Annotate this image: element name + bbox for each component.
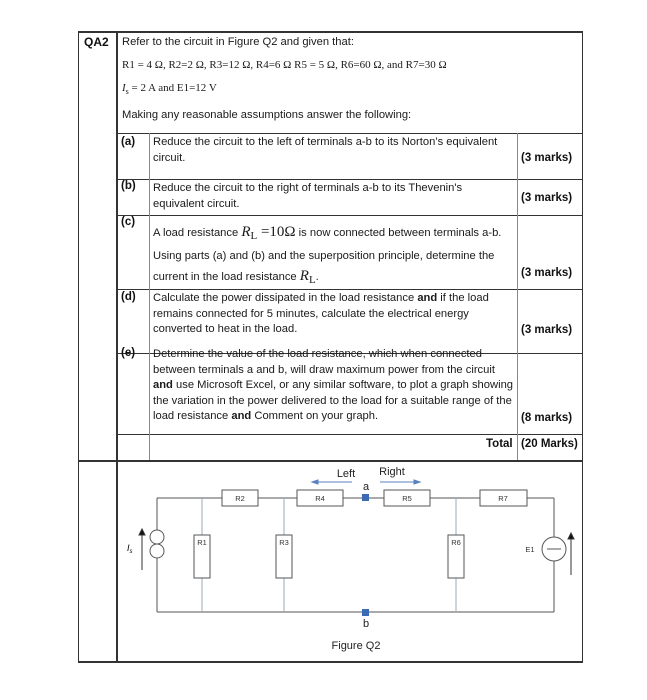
- label-r6: R6: [451, 538, 461, 547]
- part-a-label: (a): [121, 136, 136, 148]
- intro-text: Refer to the circuit in Figure Q2 and given that:: [122, 36, 354, 48]
- wires: [157, 498, 554, 612]
- question-id: QA2: [84, 35, 109, 49]
- label-a: a: [362, 481, 370, 493]
- part-b-marks: (3 marks): [521, 192, 573, 204]
- part-d-label: (d): [121, 291, 136, 303]
- part-b-label: (b): [121, 180, 136, 192]
- label-r3: R3: [279, 538, 289, 547]
- label-is: $I_s$: [127, 543, 133, 555]
- part-c-text: A load resistance $R_L =10\Omega$ is now connected between terminals a-b. Using parts (a) and (b) and the superposition principle, determine the current in the load resistance $R_L$.: [153, 224, 502, 287]
- label-r2: R2: [235, 494, 245, 503]
- label-r5: R5: [402, 494, 412, 503]
- current-source-icon: [150, 530, 164, 544]
- figure-caption: Figure Q2: [331, 640, 381, 652]
- part-a-text: Reduce the circuit to the left of terminals a-b to its Norton’s equivalent circuit.: [153, 136, 498, 164]
- terminal-a: [362, 494, 369, 501]
- instruction-text: Making any reasonable assumptions answer the following:: [122, 109, 412, 121]
- total-label: Total: [486, 438, 513, 450]
- label-right: Right: [379, 466, 405, 478]
- part-b-text: Reduce the circuit to the right of terminals a-b to its Thevenin's equivalent circuit.: [153, 182, 463, 210]
- terminal-b: [362, 609, 369, 616]
- total-marks: (20 Marks): [521, 438, 578, 450]
- given-resistors: R1 = 4 Ω, R2=2 Ω, R3=12 Ω, R4=6 Ω R5 = 5 Ω, R6=60 Ω, and R7=30 Ω: [122, 59, 447, 71]
- label-b: b: [362, 618, 370, 630]
- label-r1: R1: [197, 538, 207, 547]
- label-r4: R4: [315, 494, 325, 503]
- given-sources: $I_s = 2$ A and E1=12 V: [122, 82, 217, 97]
- part-d-marks: (3 marks): [521, 324, 573, 336]
- part-c-label: (c): [121, 216, 136, 228]
- part-d-text: Calculate the power dissipated in the load resistance and if the load remains connected for 5 minutes, calculate the electrical energy converted to heat in the load.: [153, 292, 489, 335]
- part-e-text: Determine the value of the load resistance, which when connected between terminals a and b, will draw maximum power from the circuit and use Microsoft Excel, or any similar software, to plot a graph showing the variation in the power delivered to the load for a suitable range of the load resistance and Comment on your graph.: [153, 348, 514, 422]
- label-r7: R7: [498, 494, 508, 503]
- part-e-label: (e): [121, 347, 136, 359]
- part-a-marks: (3 marks): [521, 152, 573, 164]
- label-e1: E1: [525, 545, 535, 554]
- part-e-marks: (8 marks): [521, 412, 573, 424]
- label-left: Left: [336, 468, 356, 480]
- part-c-marks: (3 marks): [521, 267, 573, 279]
